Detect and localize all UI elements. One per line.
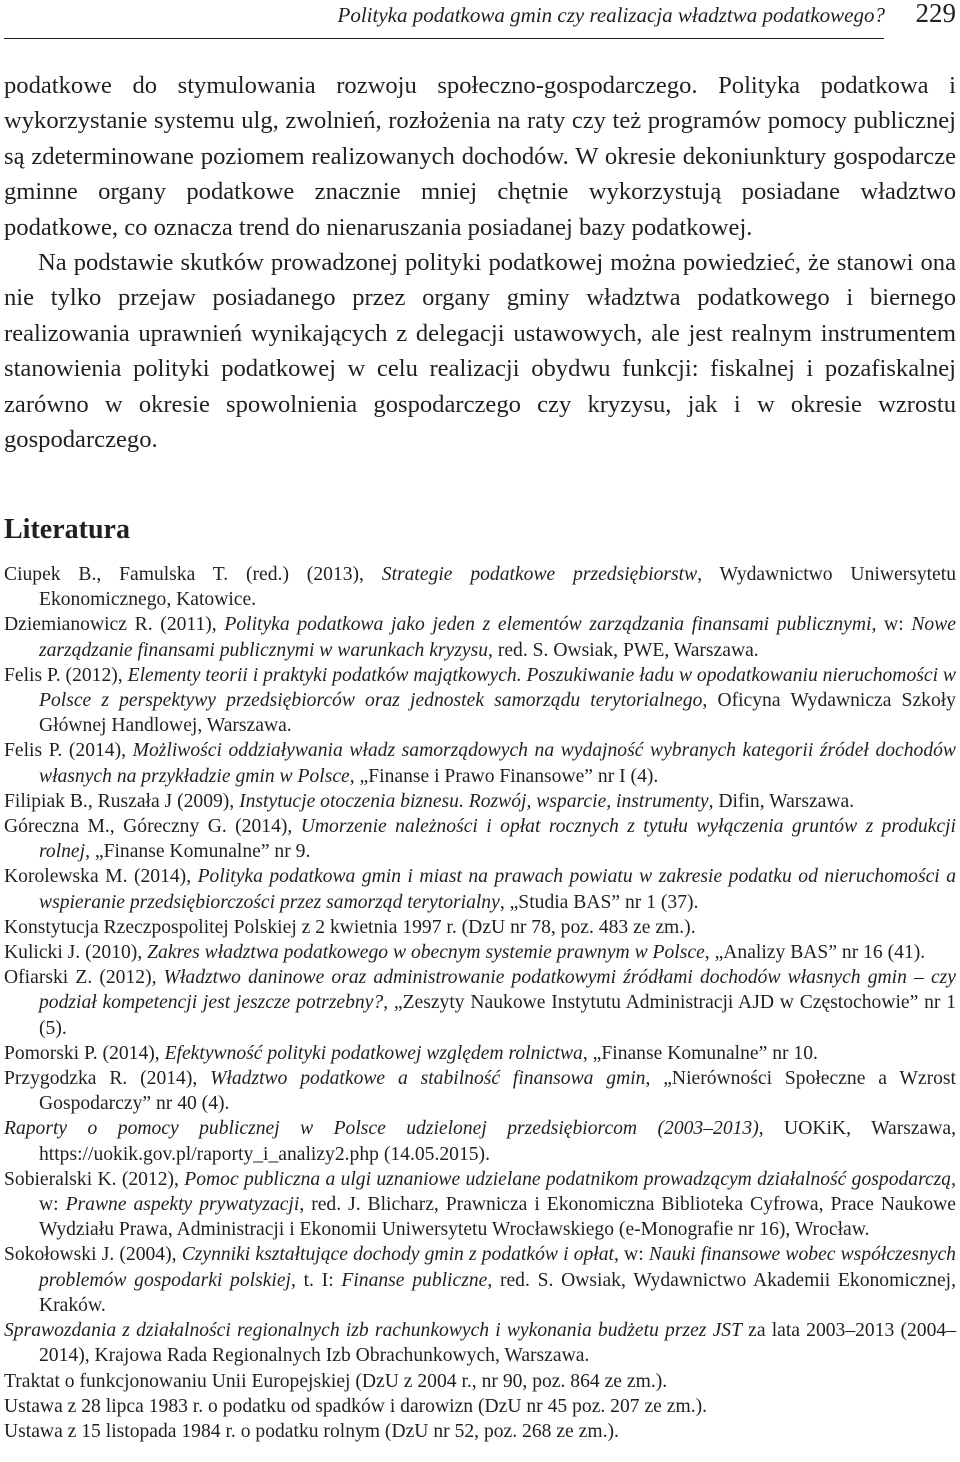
page-number: 229 [915,0,956,28]
bibliography-text-run: , red. S. Owsiak, PWE, Warszawa. [488,639,759,661]
bibliography-text-run: , w: [871,614,912,636]
bibliography-title-run: Czynniki kształtujące dochody gmin z podatków i opłat [181,1244,614,1266]
bibliography-text-run: , „Nierówności Społeczne a Wzrost Gospodarczy” nr 40 (4). [39,1068,956,1115]
bibliography-title-run: Nauki finansowe wobec współczesnych problemów gospodarki polskiej [39,1244,956,1291]
bibliography-text-run: Ustawa z 28 lipca 1983 r. o podatku od spadków i darowizn (DzU nr 45 poz. 207 ze zm.). [4,1395,708,1417]
bibliography-text-run: , Difin, Warszawa. [708,790,855,812]
bibliography-text-run: Dziemianowicz R. (2011), [4,614,225,636]
bibliography-entry [4,965,956,1041]
bibliography-entry [4,1394,956,1419]
bibliography-entry [4,789,956,814]
bibliography-title-run: Strategie podatkowe przedsiębiorstw [381,564,698,585]
bibliography-text-run: , red. S. Owsiak, Wydawnictwo Akademii Ekonomicznej, Kraków. [39,1269,957,1316]
bibliography-title-run: Możliwości oddziaływania władz samorządowych na wydajność wybranych kategorii źródeł dochodów własnych na przykładzie gmin w Polsce [39,740,956,787]
bibliography-title-run: Efektywność polityki podatkowej względem rolnictwa [164,1042,583,1064]
bibliography-text-run: Ofiarski Z. (2012), [4,967,164,989]
bibliography-text-run: za lata 2003–2013 (2004–2014), Krajowa Rada Regionalnych Izb Obrachunkowych, Warszawa. [39,1320,956,1367]
bibliography-entry [4,915,956,940]
bibliography-text-run: Felis P. (2014), [4,740,133,762]
running-title: Polityka podatkowa gmin czy realizacja władztwa podatkowego? [337,3,885,27]
bibliography-title-run: Nowe zarządzanie finansami publicznymi w warunkach kryzysu [39,614,956,661]
bibliography-text-run: Góreczna M., Góreczny G. (2014), [4,816,301,838]
bibliography-text-run: , „Finanse Komunalne” nr 9. [85,841,311,863]
header-rule [4,38,884,39]
bibliography-text-run: , „Finanse Komunalne” nr 10. [582,1042,818,1064]
bibliography-entry [4,1116,956,1166]
bibliography-title-run: Raporty o pomocy publicznej w Polsce udzielonej przedsiębiorcom (2003–2013) [4,1118,759,1140]
bibliography-entry [4,940,956,965]
bibliography-text-run: , UOKiK, Warszawa, https://uokik.gov.pl/raporty_i_analizy2.php (14.05.2015). [39,1118,956,1165]
bibliography-text-run: Sokołowski J. (2004), [4,1244,182,1266]
bibliography-text-run: , w: [39,1168,957,1216]
bibliography-entry [4,1167,956,1243]
bibliography-title-run: Finanse publiczne [341,1269,488,1291]
bibliography-text-run: , t. I: [291,1269,342,1291]
bibliography-text-run: Przygodzka R. (2014), [4,1068,211,1090]
bibliography-text-run: Sobieralski K. (2012), [4,1168,185,1190]
bibliography-entry [4,1041,956,1066]
bibliography-entry [4,612,956,662]
bibliography-text-run: Filipiak B., Ruszała J (2009), [4,790,240,812]
bibliography-title-run: Umorzenie należności i opłat rocznych z tytułu wyłączenia gruntów z produkcji rolnej [39,816,956,863]
bibliography-entry [4,1066,956,1116]
bibliography-title-run: Polityka podatkowa gmin i miast na prawach powiatu w zakresie podatku od nieruchomości a wspieranie przedsiębiorczości przez samorząd terytorialny [39,866,956,913]
bibliography-entry [4,1242,956,1318]
bibliography-entry [4,814,956,864]
bibliography-title-run: Prawne aspekty prywatyzacji [65,1194,300,1216]
body-paragraph: Na podstawie skutków prowadzonej polityki podatkowej można powiedzieć, że stanowi ona nie tylko przejaw posiadanego przez organy gminy władztwa podatkowego i biernego realizowania uprawnień wynikających z delegacji ustawowych, ale jest realnym instrumentem stanowienia polityki podatkowej w celu realizacji obydwu funkcji: fiskalnej i pozafiskalnej zarówno w okresie spowolnienia gospodarczego czy kryzysu, jak i w okresie wzrostu gospodarczego. [4,249,956,454]
bibliography-text-run: , red. J. Blicharz, Prawnicza i Ekonomiczna Biblioteka Cyfrowa, Prace Naukowe Wydziału Prawa, Administracji i Ekonomii Uniwersytetu Wrocławskiego (e-Monografie nr 16), Wrocław. [39,1194,956,1241]
bibliography-entry [4,1318,956,1368]
bibliography-title-run: Elementy teorii i praktyki podatków majątkowych. Poszukiwanie ładu w opodatkowaniu nieruchomości w Polsce z perspektywy przedsiębiorców oraz jednostek samorządu terytorialnego [39,664,957,712]
bibliography-text-run: Ustawa z 15 listopada 1984 r. o podatku rolnym (DzU nr 52, poz. 268 ze zm.). [4,1420,619,1442]
bibliography-entry [4,562,956,612]
bibliography-title-run: Sprawozdania z działalności regionalnych izb rachunkowych i wykonania budżetu przez JST [4,1320,742,1342]
body-text [4,68,956,457]
bibliography-title-run: Pomoc publiczna a ulgi uznaniowe udzielane podatnikom prowadzącym działalność gospodarczą [184,1168,952,1190]
bibliography-text-run: Ciupek B., Famulska T. (red.) (2013), [4,564,382,585]
bibliography-text-run: , „Analizy BAS” nr 16 (41). [704,942,926,964]
bibliography-entry [4,663,956,739]
page-header [0,0,960,40]
bibliography-text-run: , „Studia BAS” nr 1 (37). [499,891,699,913]
bibliography-text-run: , „Zeszyty Naukowe Instytutu Administracji AJD w Częstochowie” nr 1 (5). [39,992,956,1039]
bibliography-text-run: Kulicki J. (2010), [4,942,148,964]
bibliography-text-run: , Oficyna Wydawnicza Szkoły Głównej Handlowej, Warszawa. [39,690,956,737]
bibliography-text-run: Felis P. (2012), [4,664,128,686]
bibliography-title-run: Władztwo daninowe oraz administrowanie podatkowymi źródłami dochodów własnych gmin – czy podział kompetencji jest jeszcze potrzebny? [39,967,957,1014]
bibliography-list [4,562,956,1444]
bibliography-entry [4,864,956,914]
bibliography-text-run: , Wydawnictwo Uniwersytetu Ekonomicznego, Katowice. [39,564,956,611]
bibliography-entry [4,1419,956,1444]
bibliography-title-run: Instytucje otoczenia biznesu. Rozwój, wsparcie, instrumenty [239,790,709,812]
bibliography-title-run: Władztwo podatkowe a stabilność finansowa gmin [210,1068,646,1090]
bibliography-entry [4,738,956,788]
bibliography-text-run: Traktat o funkcjonowaniu Unii Europejskiej (DzU z 2004 r., nr 90, poz. 864 ze zm.). [4,1370,668,1392]
bibliography-text-run: Pomorski P. (2014), [4,1042,165,1064]
bibliography-text-run: Korolewska M. (2014), [4,866,198,888]
body-paragraph: podatkowe do stymulowania rozwoju społeczno-gospodarczego. Polityka podatkowa i wykorzystanie systemu ulg, zwolnień, rozłożenia na raty czy też programów pomocy publicznej są zdeterminowane poziomem realizowanych dochodów. W okresie dekoniunktury gospodarcze gminne organy podatkowe znacznie mniej chętnie wykorzystują posiadane władztwo podatkowe, co oznacza trend do nienaruszania posiadanej bazy podatkowej. [4,72,956,241]
bibliography-text-run: Konstytucja Rzeczpospolitej Polskiej z 2 kwietnia 1997 r. (DzU nr 78, poz. 483 ze zm.). [4,916,696,938]
bibliography-entry [4,1369,956,1394]
bibliography-title-run: Polityka podatkowa jako jeden z elementów zarządzania finansami publicznymi [224,614,872,636]
section-heading: Literatura [4,514,130,545]
bibliography-text-run: , „Finanse i Prawo Finansowe” nr I (4). [349,765,659,787]
bibliography-text-run: , w: [614,1244,649,1266]
bibliography-title-run: Zakres władztwa podatkowego w obecnym systemie prawnym w Polsce [147,942,705,964]
